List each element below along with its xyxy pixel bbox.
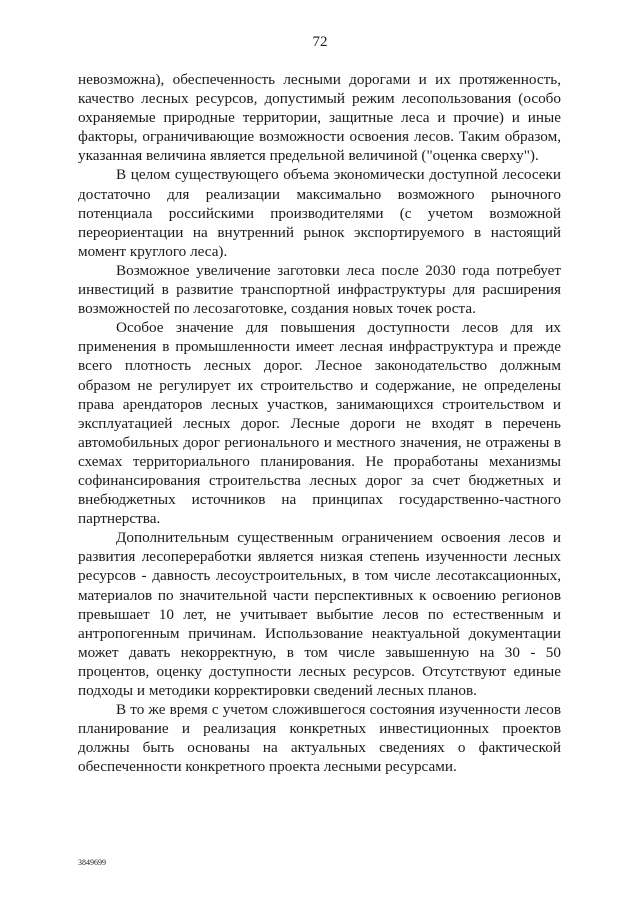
paragraph-6: В то же время с учетом сложившегося состояния изученности лесов планирование и реализация конкретных инвестиционных проектов должны быть основаны на актуальных сведениях о фактической обеспеченности конкретного проекта лесными ресурсами.	[78, 701, 561, 776]
document-id: 3849699	[78, 858, 106, 867]
paragraph-1: невозможна), обеспеченность лесными дорогами и их протяженность, качество лесных ресурсов, допустимый режим лесопользования (особо охраняемые природные территории, защитные леса и прочие) и иные факторы, ограничивающие возможности освоения лесов. Таким образом, указанная величина является предельной величиной ("оценка сверху").	[78, 71, 561, 165]
paragraph-3: Возможное увеличение заготовки леса после 2030 года потребует инвестиций в развитие транспортной инфраструктуры для расширения возможностей по лесозаготовке, создания новых точек роста.	[78, 261, 561, 318]
paragraph-5: Дополнительным существенным ограничением освоения лесов и развития лесопереработки является низкая степень изученности лесных ресурсов - давность лесоустроительных, в том числе лесотаксационных, материалов по значительной части перспективных к освоению регионов превышает 10 лет, не учитывает выбытие лесов по естественным и антропогенным причинам. Использование неактуальной документации может давать некорректную, в том числе завышенную на 30 - 50 процентов, оценку доступности лесных ресурсов. Отсутствуют единые подходы и методики корректировки сведений лесных планов.	[78, 529, 561, 699]
paragraph-4: Особое значение для повышения доступности лесов для их применения в промышленности имеет лесная инфраструктура и прежде всего плотность лесных дорог. Лесное законодательство должным образом не регулирует их строительство и содержание, не определены права арендаторов лесных участков, занимающихся строительством и эксплуатацией лесных дорог. Лесные дороги не входят в перечень автомобильных дорог регионального и местного значения, не отражены в схемах территориального планирования. Не проработаны механизмы софинансирования строительства лесных дорог за счет бюджетных и внебюджетных источников на принципах государственно-частного партнерства.	[78, 319, 561, 528]
document-body	[78, 70, 561, 776]
page-number: 72	[312, 34, 328, 50]
paragraph-2: В целом существующего объема экономически доступной лесосеки достаточно для реализации максимально возможного рыночного потенциала российскими производителями (с учетом возможной переориентации на внутренний рынок экспортируемого в настоящий момент круглого леса).	[78, 166, 561, 260]
